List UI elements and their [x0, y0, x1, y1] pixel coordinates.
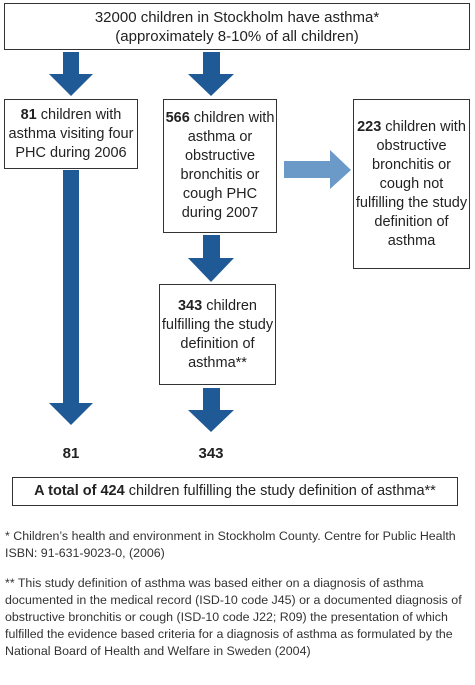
fulfilling-box-count: 343: [177, 297, 203, 314]
total-box-suffix: children fulfilling the study definition of asthma**: [124, 483, 436, 499]
arrow-top-to-middle: [188, 52, 234, 96]
middle-box: [163, 99, 277, 233]
total-box: [12, 477, 458, 506]
left-box-count: 81: [20, 106, 37, 123]
footnote-definition: ** This study definition of asthma was based either on a diagnosis of asthma documented in the medical record (ISD-10 code J45) or a documented diagnosis of obstructive bronchitis or cough (ISD-10 code J22; R09) the presentation of which fulfilled the evidence based criteria for a diagnosis of asthma as formulated by the National Board of Health and Welfare in Sweden (2004): [5, 576, 462, 658]
left-result-count: 81: [62, 445, 80, 462]
footnote-source: * Children’s health and environment in Stockholm County. Centre for Public Health ISBN: 91-631-9023-0, (2006): [5, 529, 456, 560]
middle-result-count: 343: [198, 445, 224, 462]
arrow-middle-to-fulfilling: [188, 235, 234, 282]
arrow-fulfilling-to-result: [188, 388, 234, 432]
total-box-prefix: A total of 424: [34, 483, 125, 499]
right-box: [353, 99, 470, 269]
arrow-top-to-left: [49, 52, 93, 96]
arrow-left-to-result: [49, 170, 93, 425]
middle-box-count: 566: [165, 110, 190, 126]
middle-box-text: children with asthma or obstructive bronchitis or cough PHC during 2007: [180, 110, 275, 221]
top-box-line2: (approximately 8-10% of all children): [115, 27, 359, 45]
right-box-text: children with obstructive bronchitis or cough not fulfilling the study definition of asthma: [355, 118, 468, 249]
fulfilling-box-text: children fulfilling the study definition of asthma**: [161, 297, 274, 371]
arrow-middle-to-right: [284, 150, 351, 189]
left-box: [4, 99, 138, 169]
left-box-text: children with asthma visiting four PHC during 2006: [8, 106, 134, 161]
top-box-line1: 32000 children in Stockholm have asthma*: [94, 8, 380, 26]
top-box: [4, 3, 470, 50]
fulfilling-box: [159, 284, 276, 385]
right-box-count: 223: [357, 118, 382, 135]
